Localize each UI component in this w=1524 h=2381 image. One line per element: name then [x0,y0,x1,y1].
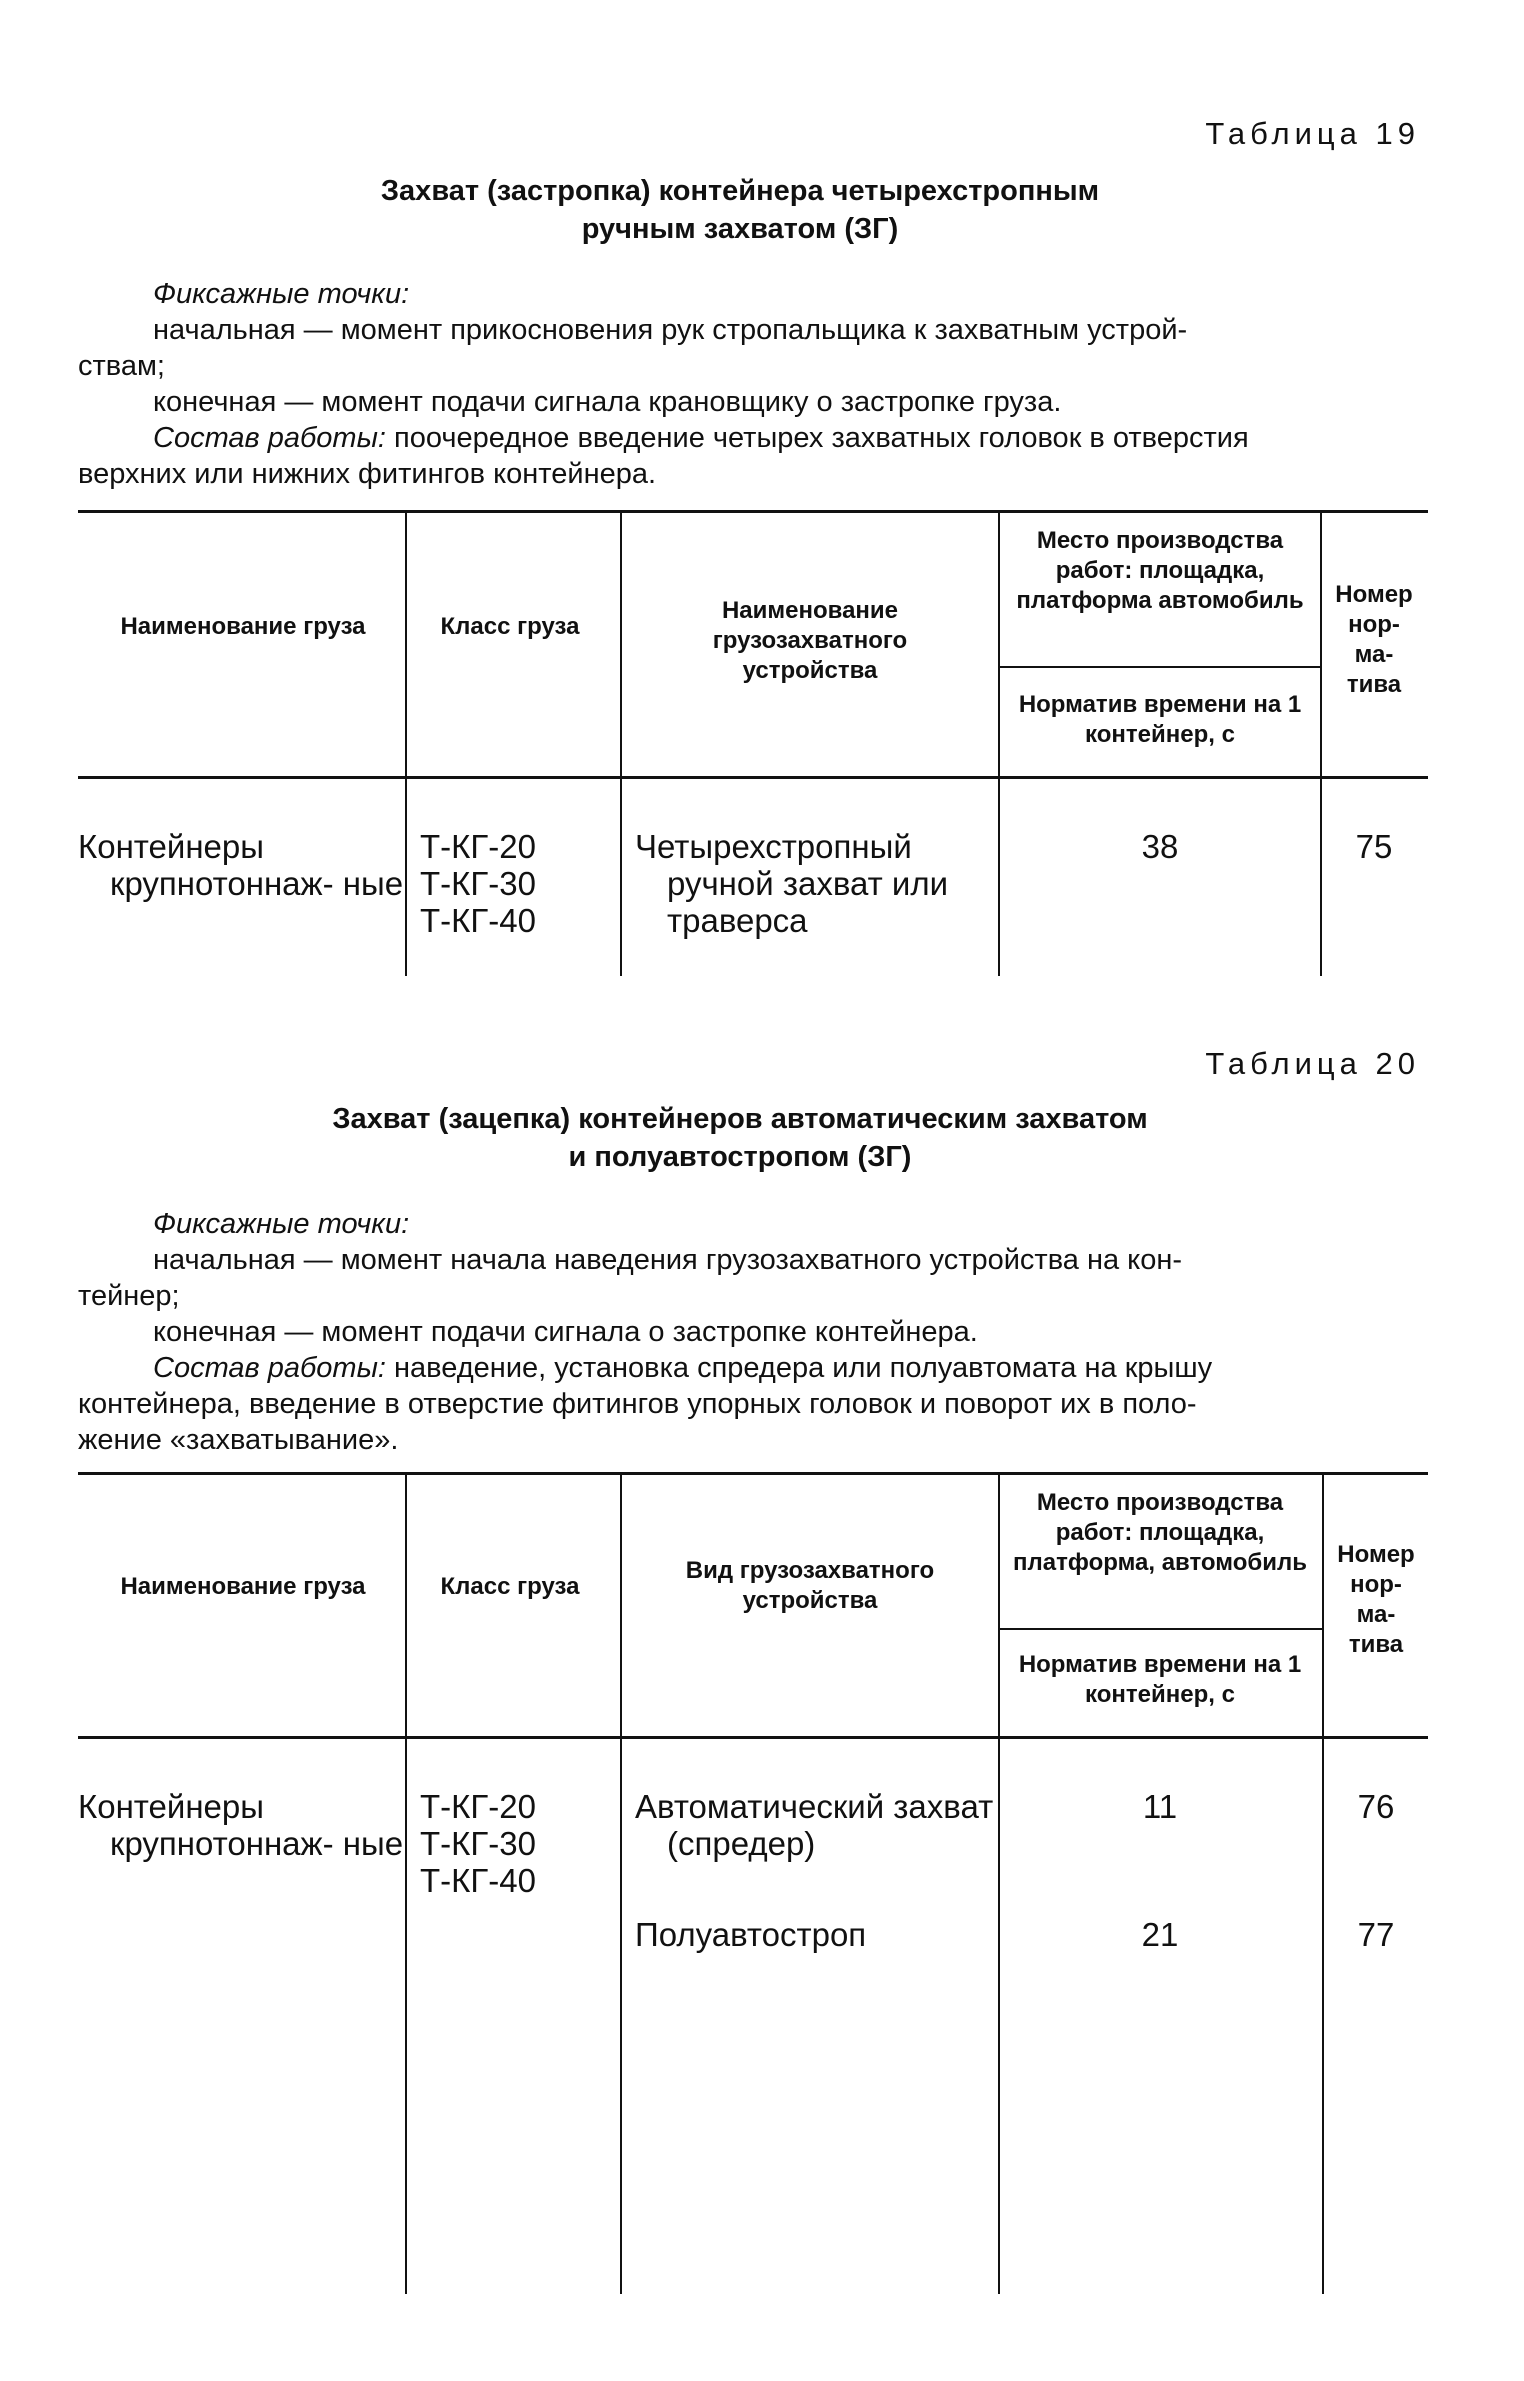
table-19-cell-time: 38 [1141,828,1179,865]
table-20-description [78,1206,1426,1458]
table-19-number: Таблица 19 [1205,116,1420,151]
table-20-class-item: Т-КГ-40 [420,1862,536,1899]
table-20-top-rule [78,1472,1428,1475]
table-20-cell-classes [420,1788,610,1899]
table-19-work-composition [78,420,1426,456]
table-20-work-text-cont2: жение «захватывание». [78,1424,399,1456]
table-20-cell-device-1: Автоматический захват (спредер) [635,1788,994,1862]
table-20-work-text-cont1: контейнера, введение в отверстие фитингов упорных головок и поворот их в поло- [78,1388,1197,1420]
table-20-col-line-2 [620,1474,622,2294]
table-20-class-item: Т-КГ-30 [420,1825,536,1862]
table-20-cell-time-1: 11 [1142,1788,1178,1825]
table-19-col-line-4 [1320,512,1322,976]
table-19-work-text: поочередное введение четырех захватных головок в отверстия [385,422,1249,454]
table-19-description [78,276,1426,492]
table-20-end-point: конечная — момент подачи сигнала о застропке контейнера. [153,1316,978,1348]
table-20-col-line-3 [998,1474,1000,2294]
table-19-header-rule [78,776,1428,779]
table-20-number: Таблица 20 [1205,1046,1420,1081]
table-20-work-label: Состав работы: [153,1352,386,1384]
table-20-header-rule [78,1736,1428,1739]
table-20-header-place: Место производства работ: площадка, платформа, автомобиль [1013,1489,1307,1576]
table-19-start-point-cont: ствам; [78,350,165,382]
table-19-header-place: Место производства работ: площадка, платформа автомобиль [1016,527,1304,614]
table-20-header-device-type: Вид грузозахватного устройства [685,1557,935,1614]
table-19-work-label: Состав работы: [153,422,386,454]
table-20-cell-cargo: Контейнеры крупнотоннаж- ные [78,1788,404,1862]
table-20-work-composition [78,1350,1426,1386]
table-20-cell-number-1: 76 [1357,1788,1395,1825]
table-20-header-norm-number: Номер нор- ма- тива [1337,1541,1415,1658]
table-19-cell-cargo: Контейнеры крупнотоннаж- ные [78,828,404,902]
table-19-class-item: Т-КГ-40 [420,902,536,939]
table-20-cell-number-2: 77 [1357,1916,1395,1953]
table-19-col-line-2 [620,512,622,976]
table-20-col-line-4 [1322,1474,1324,2294]
table-19-end-point: конечная — момент подачи сигнала крановщику о застропке груза. [153,386,1062,418]
table-19-header-device-name: Наименование грузозахватного устройства [712,597,908,684]
table-19-cell-classes [420,828,610,939]
table-19-class-item: Т-КГ-20 [420,828,536,865]
table-20-col-line-1 [405,1474,407,2294]
table-20-cell-device-2: Полуавтостроп [635,1916,867,1953]
table-20-class-item: Т-КГ-20 [420,1788,536,1825]
table-19-title-line1: Захват (застропка) контейнера четырехстропным [380,175,1100,207]
table-20-sub-rule [1000,1628,1322,1630]
table-19-fix-points-label: Фиксажные точки: [153,278,410,310]
table-20-start-point: начальная — момент начала наведения грузозахватного устройства на кон- [153,1244,1182,1276]
table-20-fix-points-label: Фиксажные точки: [153,1208,410,1240]
table-20-header-norm-time: Норматив времени на 1 контейнер, с [1018,1651,1302,1708]
table-19-header-cargo-class: Класс груза [440,613,580,640]
table-19-cell-device: Четырехстропный ручной захват или траверса [635,828,949,939]
table-19-sub-rule [1000,666,1320,668]
table-19-top-rule [78,510,1428,513]
table-20-work-text: наведение, установка спредера или полуавтомата на крышу [385,1352,1213,1384]
table-19-header-norm-time: Норматив времени на 1 контейнер, с [1018,691,1302,748]
table-20-header-cargo-class: Класс груза [440,1573,580,1600]
table-19-col-line-1 [405,512,407,976]
table-19-class-item: Т-КГ-30 [420,865,536,902]
table-20-title-line2: и полуавтостропом (ЗГ) [568,1141,912,1173]
table-19-title [180,172,1300,248]
table-19-header-norm-number: Номер нор- ма- тива [1335,581,1413,698]
table-20-title-line1: Захват (зацепка) контейнеров автоматическим захватом [332,1103,1148,1135]
table-20-title [180,1100,1300,1176]
table-20-cell-time-2: 21 [1141,1916,1179,1953]
table-20-header-cargo-name: Наименование груза [120,1573,366,1600]
table-19-title-line2: ручным захватом (ЗГ) [581,213,899,245]
table-19-header-cargo-name: Наименование груза [120,613,366,640]
table-19-start-point: начальная — момент прикосновения рук стропальщика к захватным устрой- [153,314,1188,346]
table-19-cell-number: 75 [1355,828,1393,865]
table-19-work-text-cont: верхних или нижних фитингов контейнера. [78,458,657,490]
table-20-start-point-cont: тейнер; [78,1280,180,1312]
